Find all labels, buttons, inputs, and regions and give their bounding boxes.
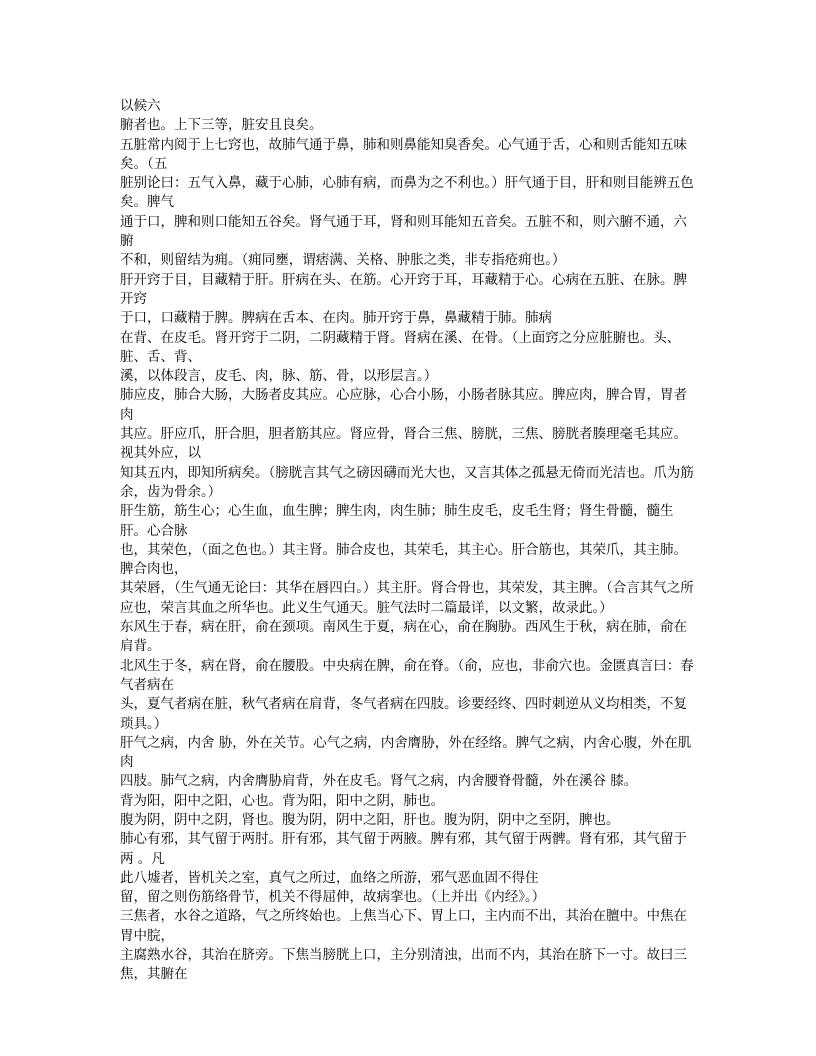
text-line: 东风生于春，病在肝，俞在颈项。南风生于夏，病在心，俞在胸胁。西风生于秋，病在肺，俞在肩背。 bbox=[120, 619, 687, 655]
text-line: 三焦者，水谷之道路，气之所终始也。上焦当心下、胃上口，主内而不出，其治在膻中。中焦在胃中脘， bbox=[120, 908, 687, 944]
text-line: 溪，以体段言，皮毛、肉，脉、筋、骨，以形层言。） bbox=[120, 368, 438, 385]
text-line: 北风生于冬，病在肾，俞在腰股。中央病在脾，俞在脊。（俞，应也，非俞穴也。金匮真言曰：春气者病在 bbox=[120, 657, 694, 693]
text-line: 在背、在皮毛。肾开窍于二阴，二阴藏精于肾。肾病在溪、在骨。（上面窍之分应脏腑也。头、脏、舌、背、 bbox=[120, 329, 681, 365]
text-line: 知其五内，即知所病矣。（膀胱言其气之磅因礴而光大也，又言其体之孤悬无倚而光洁也。爪为筋余，齿为骨余。） bbox=[120, 464, 694, 500]
text-line: 腑者也。上下三等，脏安且良矣。 bbox=[120, 117, 323, 134]
text-line: 头，夏气者病在脏，秋气者病在肩背，冬气者病在四肢。诊要经终、四时刺逆从义均相类，不复琐具。） bbox=[120, 696, 687, 732]
text-line: 不和，则留结为痈。（痈同壅，谓痞满、关格、肿胀之类，非专指疮痈也。） bbox=[120, 252, 566, 269]
text-line: 肺应皮，肺合大肠，大肠者皮其应。心应脉，心合小肠，小肠者脉其应。脾应肉，脾合胃，胃者肉 bbox=[120, 387, 687, 423]
text-line: 背为阳，阳中之阳，心也。背为阳，阳中之阴，肺也。 bbox=[120, 792, 444, 809]
text-line: 四肢。肺气之病，内舍膺胁肩背，外在皮毛。肾气之病，内舍腰脊骨髓，外在溪谷 膝。 bbox=[120, 773, 638, 790]
text-line: 五脏常内阅于上七窍也，故肺气通于鼻，肺和则鼻能知臭香矣。心气通于舌，心和则舌能知五味矣。（五 bbox=[120, 136, 687, 172]
text-line: 主腐熟水谷，其治在脐旁。下焦当膀胱上口，主分别清浊，出而不内，其治在脐下一寸。故曰三焦，其腑在 bbox=[120, 947, 687, 983]
document-page bbox=[120, 97, 700, 985]
text-line: 其应。肝应爪，肝合胆，胆者筋其应。肾应骨，肾合三焦、膀胱，三焦、膀胱者腠理毫毛其应。视其外应，以 bbox=[120, 426, 687, 462]
text-line: 也，其荣色，（面之色也。）其主肾。肺合皮也，其荣毛，其主心。肝合筋也，其荣爪，其主肺。脾合肉也， bbox=[120, 541, 687, 578]
text-line: 肺心有邪，其气留于两肘。肝有邪，其气留于两腋。脾有邪，其气留于两髀。肾有邪，其气留于两 。凡 bbox=[120, 831, 687, 867]
text-line: 于口，口藏精于脾。脾病在舌本、在肉。肺开窍于鼻，鼻藏精于肺。肺病 bbox=[120, 310, 552, 327]
text-line: 此八墟者，皆机关之室，真气之所过，血络之所游，邪气恶血固不得住 bbox=[120, 869, 539, 886]
text-line: 肝开窍于目，目藏精于肝。肝病在头、在筋。心开窍于耳，耳藏精于心。心病在五脏、在脉。脾开窍 bbox=[120, 271, 687, 307]
text-line: 以候六 bbox=[120, 98, 161, 114]
text-line: 腹为阴，阴中之阴，肾也。腹为阴，阴中之阳，肝也。腹为阴，阴中之至阴，脾也。 bbox=[120, 811, 620, 828]
text-line: 应也，荣言其血之所华也。此义生气通天。脏气法时二篇最详，以文繁，故录此。） bbox=[120, 599, 613, 616]
text-line: 肝生筋，筋生心；心生血，血生脾；脾生肉，肉生肺；肺生皮毛，皮毛生肾；肾生骨髓，髓生肝。心合脉 bbox=[120, 503, 674, 539]
text-line: 留，留之则伤筋络骨节，机关不得屈伸，故病挛也。（上并出《内经》。） bbox=[120, 889, 546, 906]
text-line: 其荣唇，（生气通无论曰：其华在唇四白。）其主肝。肾合骨也，其荣发，其主脾。（合言其气之所 bbox=[120, 580, 694, 597]
text-line: 肝气之病，内舍 胁，外在关节。心气之病，内舍膺胁，外在经络。脾气之病，内舍心腹，外在肌肉 bbox=[120, 734, 692, 771]
text-line: 通于口，脾和则口能知五谷矣。肾气通于耳，肾和则耳能知五音矣。五脏不和，则六腑不通，六腑 bbox=[120, 213, 687, 250]
text-line: 脏别论曰：五气入鼻，藏于心肺，心肺有病，而鼻为之不利也。）肝气通于目，肝和则目能辨五色矣。脾气 bbox=[120, 175, 694, 211]
